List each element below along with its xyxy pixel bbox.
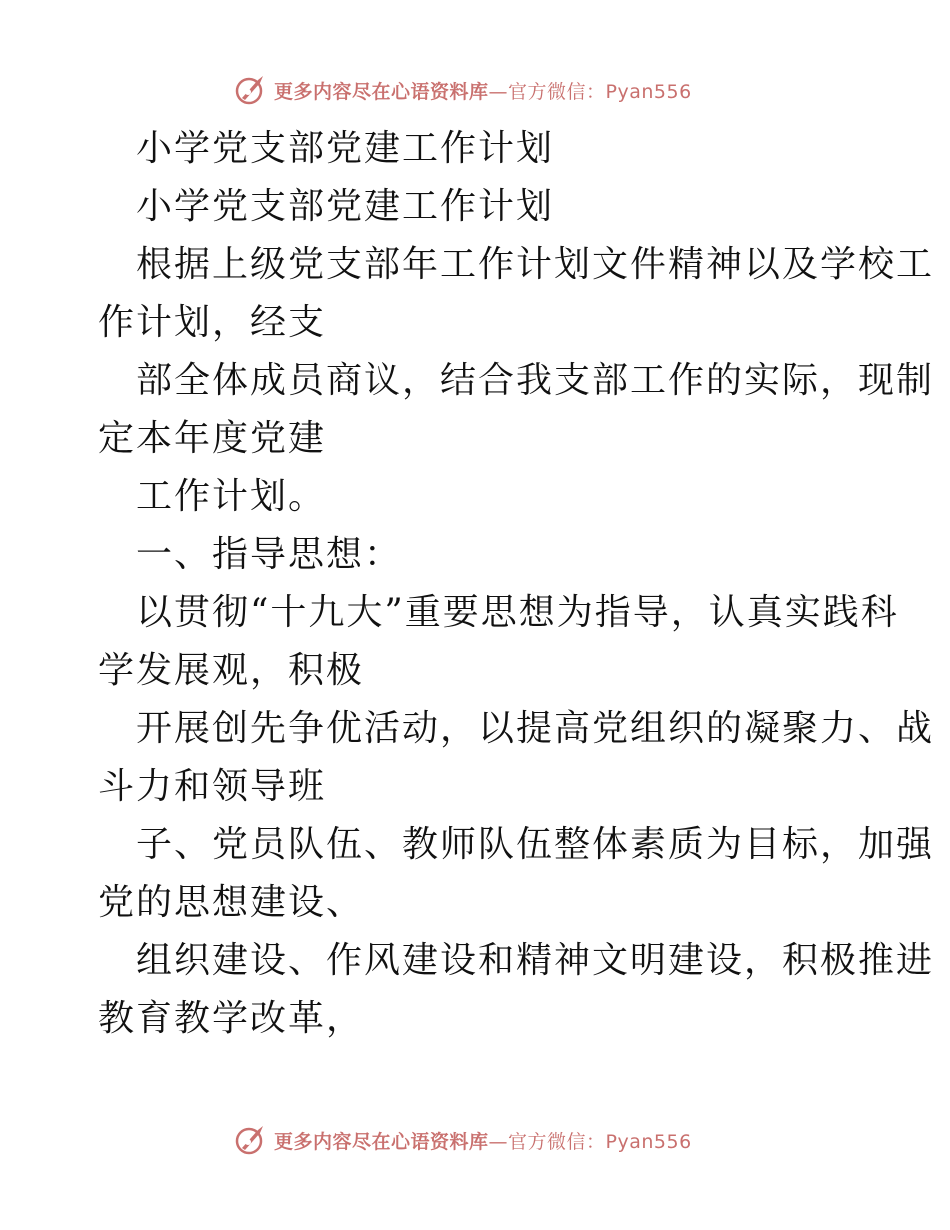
watermark-brand: 更多内容尽在心语资料库 bbox=[274, 1130, 489, 1153]
paragraph-line: 学发展观，积极 bbox=[98, 650, 365, 691]
paragraph-line: 部全体成员商议，结合我支部工作的实际，现制 bbox=[136, 360, 935, 401]
watermark-brand: 更多内容尽在心语资料库 bbox=[274, 80, 489, 103]
watermark-contact: —官方微信：Pyan556 bbox=[488, 80, 692, 103]
paragraph-line: 子、党员队伍、教师队伍整体素质为目标，加强 bbox=[136, 824, 935, 865]
paragraph-line: 作计划，经支 bbox=[98, 302, 327, 343]
document-body bbox=[98, 120, 935, 1048]
header-watermark bbox=[232, 70, 692, 110]
pen-logo-icon bbox=[232, 1122, 268, 1158]
paragraph-line: 以贯彻“十九大”重要思想为指导，认真实践科 bbox=[136, 592, 899, 633]
paragraph-line: 工作计划。 bbox=[136, 476, 327, 517]
paragraph-line: 定本年度党建 bbox=[98, 418, 327, 459]
watermark-contact: —官方微信：Pyan556 bbox=[488, 1130, 692, 1153]
section-heading: 一、指导思想： bbox=[136, 534, 403, 575]
paragraph-line: 开展创先争优活动，以提高党组织的凝聚力、战 bbox=[136, 708, 935, 749]
paragraph-line: 教育教学改革， bbox=[98, 998, 365, 1039]
paragraph-line: 斗力和领导班 bbox=[98, 766, 327, 807]
paragraph-line: 党的思想建设、 bbox=[98, 882, 365, 923]
paragraph-line: 根据上级党支部年工作计划文件精神以及学校工 bbox=[136, 244, 935, 285]
pen-logo-icon bbox=[232, 72, 268, 108]
paragraph-line: 组织建设、作风建设和精神文明建设，积极推进 bbox=[136, 940, 935, 981]
footer-watermark bbox=[232, 1120, 692, 1160]
title-line: 小学党支部党建工作计划 bbox=[136, 128, 555, 169]
title-line-repeat: 小学党支部党建工作计划 bbox=[136, 186, 555, 227]
